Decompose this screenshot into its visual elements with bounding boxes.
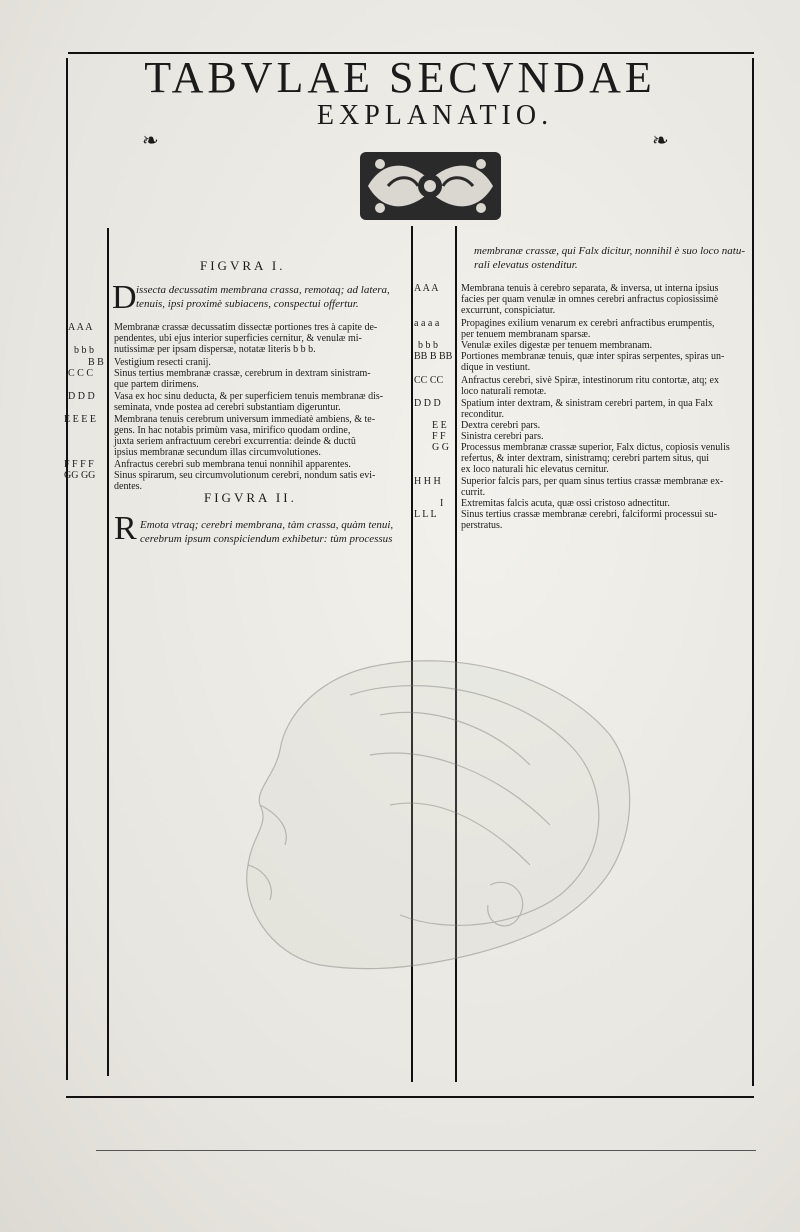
legend-mark: I	[440, 498, 444, 509]
legend-mark: B B	[88, 357, 104, 368]
legend-entry: Sinistra cerebri pars.	[461, 431, 544, 442]
bottom-rule	[66, 1096, 754, 1098]
page-subtitle: EXPLANATIO.	[316, 100, 554, 131]
legend-entry: Venulæ exiles digestæ per tenuem membranam.	[461, 340, 653, 351]
figure2-intro: Emota vtraq; cerebri membrana, tàm crassa, quàm tenui, cerebrum ipsum conspiciendum exhibetur: tùm processus	[140, 519, 394, 545]
legend-mark: b b b	[418, 340, 438, 351]
legend-entry: Dextra cerebri pars.	[461, 420, 541, 431]
legend-entry: Membrana tenuis à cerebro separata, & inversa, ut interna ipsius facies per quam venulæ in omnes cerebri anfractus copiosissimè excurrunt, conspiciatur.	[461, 283, 719, 316]
printers-ornament-icon	[358, 150, 503, 222]
left-frame-rule	[66, 58, 68, 1080]
figure2-intro-continued: membranæ crassæ, qui Falx dicitur, nonnihil è suo loco natu- rali elevatus ostenditur.	[474, 245, 746, 271]
legend-mark: F F F F	[64, 459, 94, 470]
figure1-heading: FIGVRA I.	[200, 258, 286, 273]
legend-entry: Extremitas falcis acuta, quæ ossi cristoso adnectitur.	[461, 498, 670, 509]
legend-mark: CC CC	[414, 375, 444, 386]
legend-entry: Membranæ crassæ decussatim dissectæ portiones tres à capite de- pendentes, ubi ejus interior superficies cernitur, & venulæ mi- nutissimæ per ipsam dispersæ, notatæ literis b b b.	[114, 322, 378, 355]
legend-mark: D D D	[68, 391, 95, 402]
legend-mark: E E E E	[64, 414, 96, 425]
page-title: TABVLAE SECVNDAE	[144, 53, 656, 102]
legend-mark: L L L	[414, 509, 437, 520]
figure1-dropcap: D	[112, 279, 137, 316]
legend-entry: Membrana tenuis cerebrum universum immediatè ambiens, & te- gens. In hac notabis primùm vasa, mirifico quodam ordine, juxta seriem anfractuum cerebri excurrentia: deinde & ductû ipsius membranæ secundum illas circumvolutiones.	[114, 414, 376, 458]
left-column-rule	[107, 228, 109, 1076]
legend-mark: a a a a	[414, 318, 440, 329]
legend-mark: BB B BB	[414, 351, 453, 362]
legend-mark: A A A	[68, 322, 93, 333]
legend-entry: Sinus tertius membranæ crassæ, cerebrum in dextram sinistram- que partem dirimens.	[114, 368, 371, 390]
legend-mark: F F	[432, 431, 446, 442]
figure1-intro: issecta decussatim membrana crassa, remotaq; ad latera, tenuis, ipsi proximè subiacens, conspectui offertur.	[136, 284, 390, 310]
bottom-rule-thin	[96, 1150, 756, 1151]
legend-mark: G G	[432, 442, 449, 453]
legend-mark: E E	[432, 420, 447, 431]
legend-entry: Propagines exilium venarum ex cerebri anfractibus erumpentis, per tenuem membranam sparsæ.	[461, 318, 715, 340]
legend-entry: Portiones membranæ tenuis, quæ inter spiras serpentes, spiras un- dique in vestiunt.	[461, 351, 725, 373]
legend-mark: H H H	[414, 476, 441, 487]
legend-entry: Vasa ex hoc sinu deducta, & per superficiem tenuis membranæ dis- seminata, vnde postea ad cerebri substantiam digeruntur.	[114, 391, 384, 413]
legend-entry: Anfractus cerebri, sivè Spiræ, intestinorum ritu contortæ, atq; ex loco naturali remotæ.	[461, 375, 719, 397]
legend-entry: Processus membranæ crassæ superior, Falx dictus, copiosis venulis refertus, & inter dextram, sinistramq; cerebri partem situs, qui ex loco naturali hic elevatus cernitur.	[461, 442, 730, 475]
legend-entry: Anfractus cerebri sub membrana tenui nonnihil apparentes.	[114, 459, 351, 470]
legend-mark: A A A	[414, 283, 439, 294]
legend-mark: D D D	[414, 398, 441, 409]
show-through-head-illustration	[230, 655, 640, 975]
legend-entry: Superior falcis pars, per quam sinus tertius crassæ membranæ ex- currit.	[461, 476, 724, 498]
legend-entry: Sinus tertius crassæ membranæ cerebri, falciformi processui su- perstratus.	[461, 509, 718, 531]
legend-entry: Sinus spirarum, seu circumvolutionum cerebri, nondum satis evi- dentes.	[114, 470, 376, 492]
right-frame-rule	[752, 58, 754, 1086]
legend-mark: GG GG	[64, 470, 96, 481]
figure2-dropcap: R	[114, 510, 137, 547]
legend-mark: C C C	[68, 368, 94, 379]
ornament-left-icon: ❧	[142, 128, 159, 152]
legend-entry: Spatium inter dextram, & sinistram cerebri partem, in qua Falx reconditur.	[461, 398, 713, 420]
figure2-heading: FIGVRA II.	[204, 490, 297, 505]
legend-mark: b b b	[74, 345, 94, 356]
legend-entry: Vestigium resecti cranij.	[114, 357, 211, 368]
ornament-right-icon: ❧	[652, 128, 669, 152]
